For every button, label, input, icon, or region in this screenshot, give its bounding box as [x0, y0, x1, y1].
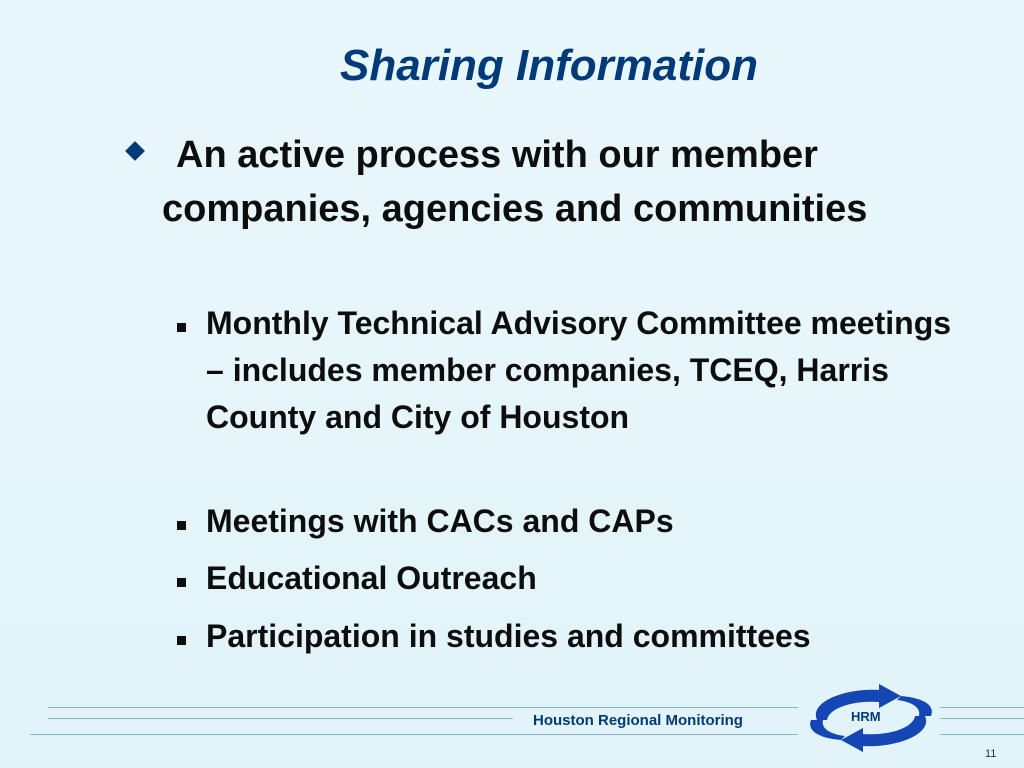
- main-bullet-text: An active process with our member companies, agencies and communities: [162, 134, 868, 230]
- sub-bullet-text: Educational Outreach: [206, 560, 537, 596]
- footer-divider: [48, 707, 798, 708]
- square-bullet-icon: [177, 521, 186, 530]
- footer-divider: [940, 718, 1024, 719]
- sub-bullet-text: Monthly Technical Advisory Committee meetings – includes member companies, TCEQ, Harris County and City of Houston: [206, 305, 952, 435]
- footer-divider: [48, 718, 513, 719]
- footer-divider: [30, 734, 798, 735]
- square-bullet-icon: [177, 636, 186, 645]
- logo-text: HRM: [851, 709, 881, 724]
- sub-bullet-text: Participation in studies and committees: [206, 618, 811, 654]
- square-bullet-icon: [177, 578, 186, 587]
- sub-bullet-text: Meetings with CACs and CAPs: [206, 503, 674, 539]
- footer-divider: [940, 707, 1024, 708]
- footer-organization: Houston Regional Monitoring: [533, 712, 743, 729]
- slide-title: Sharing Information: [340, 41, 758, 90]
- square-bullet-icon: [177, 323, 186, 332]
- diamond-bullet-icon: [125, 141, 145, 161]
- page-number: 11: [985, 748, 997, 760]
- footer-divider: [940, 734, 1024, 735]
